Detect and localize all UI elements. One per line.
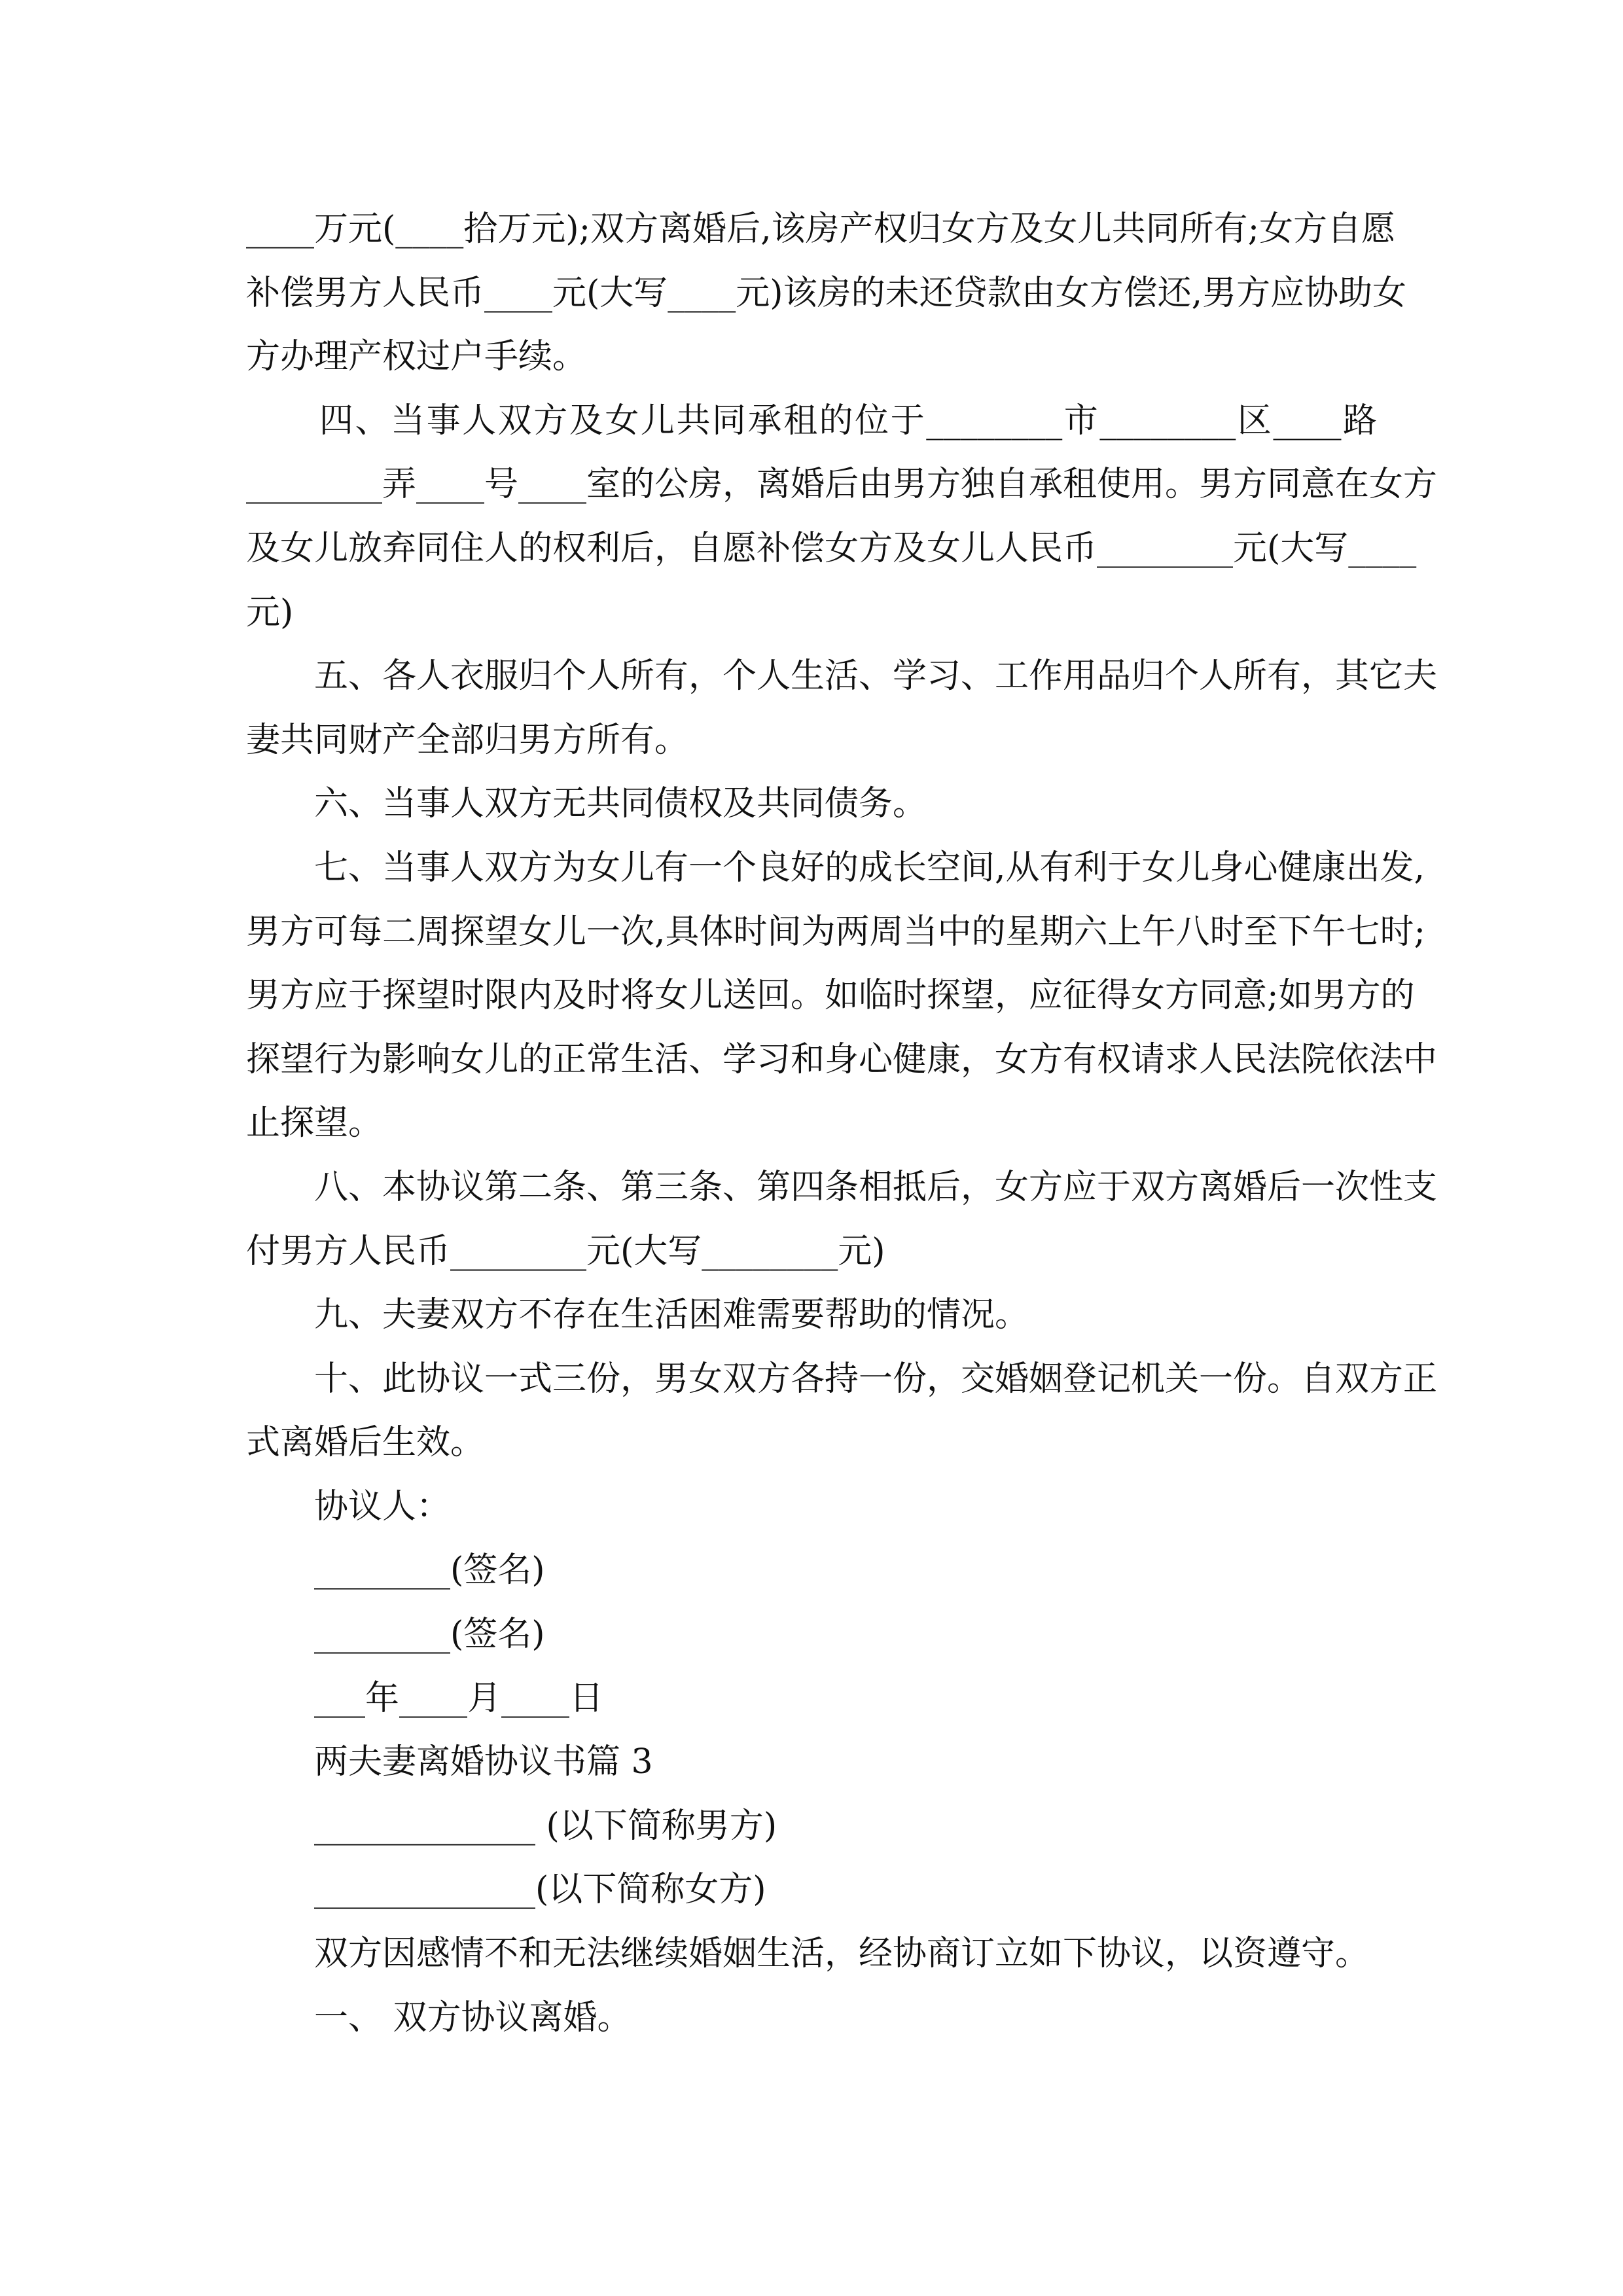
text-line: 付男方人民币________元(大写________元) [246, 1231, 885, 1271]
text-line: 方办理产权过户手续。 [246, 337, 587, 377]
text-line: 一、 双方协议离婚。 [314, 1998, 632, 2037]
text-line: 八、本协议第二条、第三条、第四条相抵后，女方应于双方离婚后一次性支 [314, 1167, 1438, 1207]
paragraph-clause-5 [246, 645, 1438, 772]
text-line: _____________(以下简称女方) [314, 1870, 766, 1910]
text-line: 协议人： [314, 1486, 451, 1526]
text-line: 四、当事人双方及女儿共同承租的位于________市________区____路 [319, 401, 1377, 440]
text-line: 止探望。 [246, 1103, 383, 1143]
text-line: _____________ (以下简称男方) [314, 1806, 777, 1846]
paragraph-clause-6 [246, 772, 1377, 836]
text-line: ___年____月____日 [314, 1678, 604, 1718]
text-line: 男方应于探望时限内及时将女儿送回。如临时探望，应征得女方同意;如男方的 [246, 976, 1415, 1016]
paragraph-parties [246, 1795, 1377, 1922]
paragraph-clause-10 [246, 1348, 1438, 1475]
document-page [246, 198, 1438, 2050]
text-line: ________(签名) [314, 1551, 545, 1590]
paragraph-clause-7 [246, 836, 1438, 1156]
paragraph-signature-block [246, 1475, 1377, 1731]
text-line: ____万元(____拾万元);双方离婚后,该房产权归女方及女儿共同所有;女方自愿 [246, 209, 1396, 249]
text-line: ________(签名) [314, 1615, 545, 1655]
text-line: 九、夫妻双方不存在生活困难需要帮助的情况。 [314, 1295, 1029, 1335]
text-line: ________弄____号____室的公房，离婚后由男方独自承租使用。男方同意在女方 [246, 465, 1438, 505]
text-line: 元) [246, 592, 294, 632]
text-line: 七、当事人双方为女儿有一个良好的成长空间,从有利于女儿身心健康出发, [314, 848, 1425, 888]
text-line: 六、当事人双方无共同债权及共同债务。 [314, 784, 927, 824]
text-line: 及女儿放弃同住人的权利后，自愿补偿女方及女儿人民币________元(大写____ [246, 528, 1417, 568]
paragraph-preamble [246, 1922, 1377, 1986]
paragraph-clause-9 [246, 1283, 1377, 1348]
paragraph-clause-8 [246, 1156, 1438, 1283]
text-line: 五、各人衣服归个人所有，个人生活、学习、工作用品归个人所有，其它夫 [314, 656, 1438, 696]
text-line: 式离婚后生效。 [246, 1423, 485, 1463]
text-line: 双方因感情不和无法继续婚姻生活，经协商订立如下协议，以资遵守。 [314, 1934, 1370, 1974]
text-line: 两夫妻离婚协议书篇 3 [314, 1742, 653, 1782]
text-line: 十、此协议一式三份，男女双方各持一份，交婚姻登记机关一份。自双方正 [314, 1359, 1438, 1399]
paragraph-section-3-clause-1 [246, 1986, 1377, 2051]
paragraph-clause-3-continued [246, 198, 1407, 389]
text-line: 男方可每二周探望女儿一次,具体时间为两周当中的星期六上午八时至下午七时; [246, 912, 1426, 952]
text-line: 补偿男方人民币____元(大写____元)该房的未还贷款由女方偿还,男方应协助女 [246, 273, 1407, 313]
paragraph-section-3-heading [246, 1731, 1377, 1795]
paragraph-clause-4 [246, 389, 1438, 645]
text-line: 妻共同财产全部归男方所有。 [246, 720, 689, 760]
text-line: 探望行为影响女儿的正常生活、学习和身心健康，女方有权请求人民法院依法中 [246, 1039, 1438, 1079]
